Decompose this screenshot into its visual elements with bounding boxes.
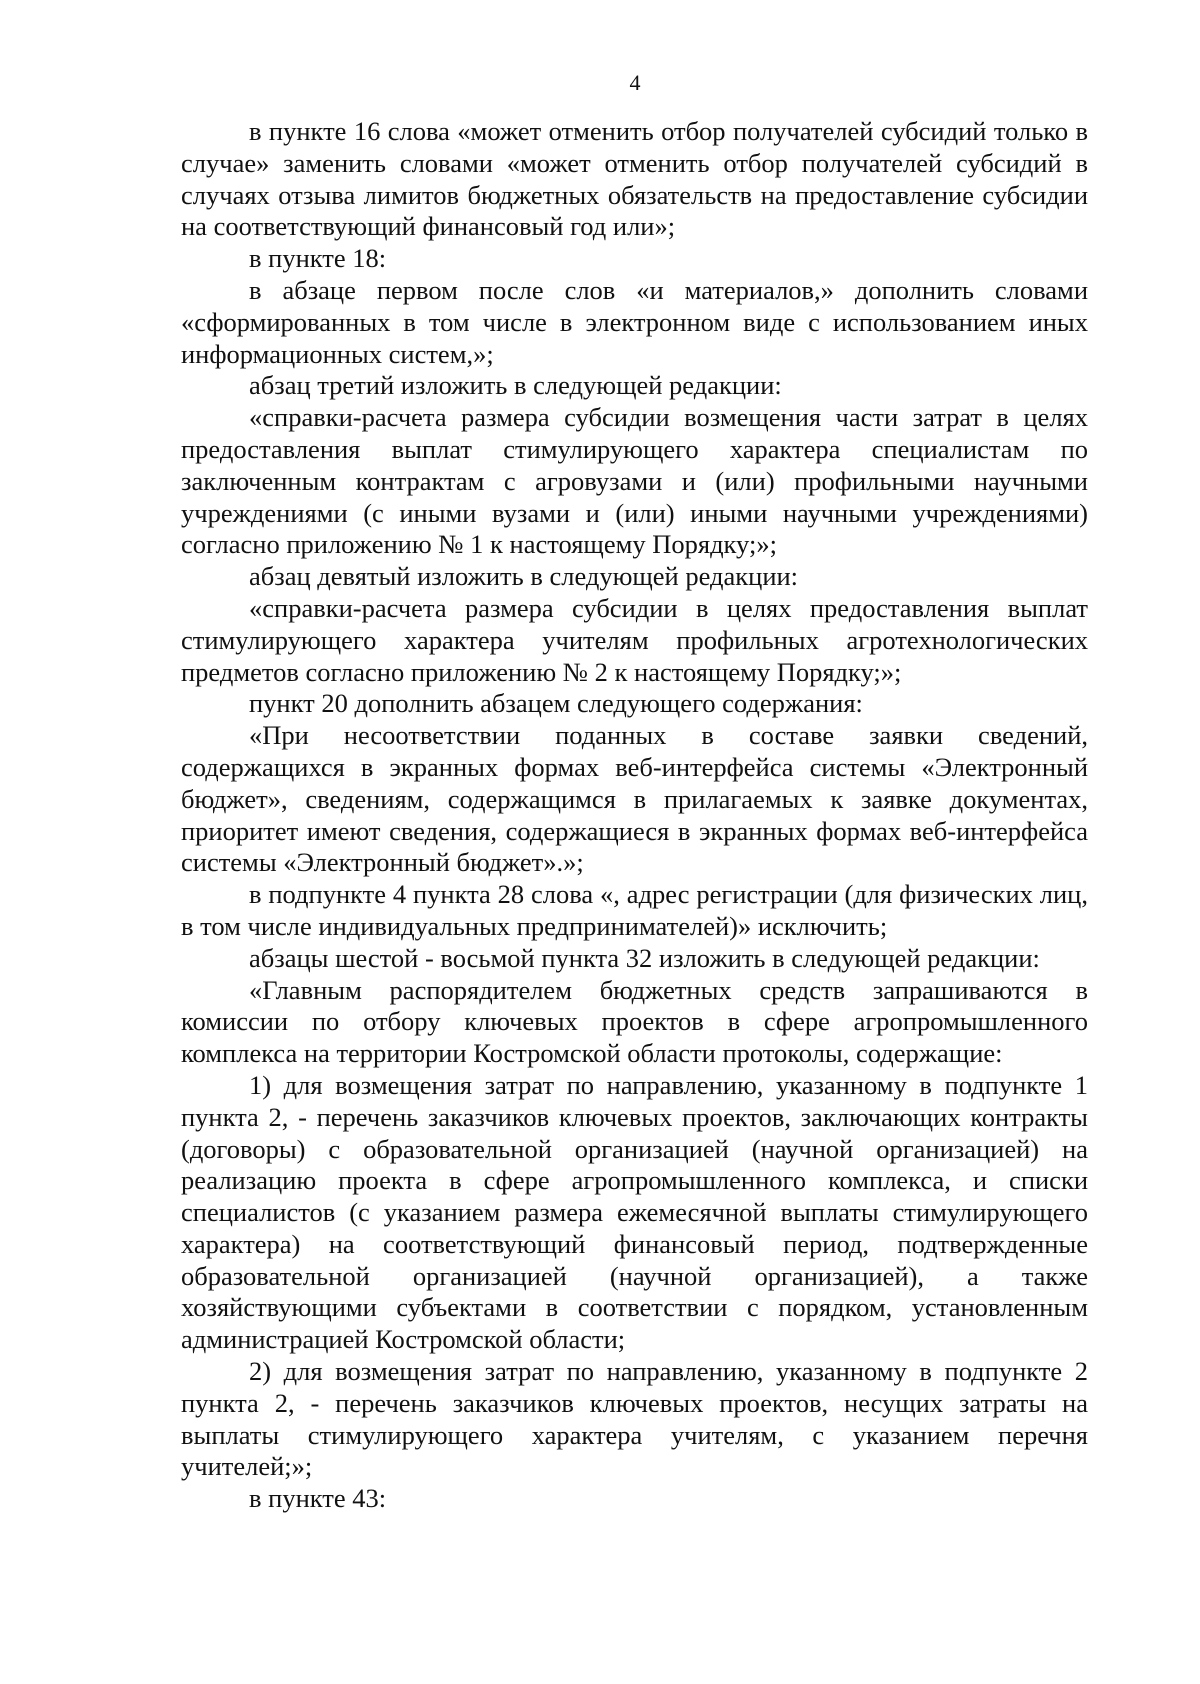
- paragraph: «При несоответствии поданных в составе заявки сведений, содержащихся в экранных формах веб-интерфейса системы «Электронный бюджет», сведениям, содержащимся в прилагаемых к заявке документах, приоритет имеют сведения, содержащиеся в экранных формах веб-интерфейса системы «Электронный бюджет».»;: [181, 720, 1088, 878]
- paragraph: в абзаце первом после слов «и материалов,» дополнить словами «сформированных в том числе в электронном виде с использованием иных информационных систем,»;: [181, 274, 1088, 369]
- paragraph: пункт 20 дополнить абзацем следующего содержания:: [249, 688, 863, 719]
- paragraph: «справки-расчета размера субсидии в целях предоставления выплат стимулирующего характера учителям профильных агротехнологических предметов согласно приложению № 2 к настоящему Порядку;»;: [181, 592, 1088, 687]
- paragraph: 1) для возмещения затрат по направлению, указанному в подпункте 1 пункта 2, - перечень заказчиков ключевых проектов, заключающих контракты (договоры) с образовательной организацией (научной организацией) на реализацию проекта в сфере агропромышленного комплекса, и списки специалистов (с указанием размера ежемесячной выплаты стимулирующего характера) на соответствующий финансовый период, подтвержденные образовательной организацией (научной организацией), а также хозяйствующими субъектами в соответствии с порядком, установленным администрацией Костромской области;: [181, 1069, 1088, 1355]
- paragraph: в подпункте 4 пункта 28 слова «, адрес регистрации (для физических лиц, в том числе индивидуальных предпринимателей)» исключить;: [181, 879, 1088, 941]
- paragraph: абзацы шестой - восьмой пункта 32 изложить в следующей редакции:: [249, 942, 1040, 973]
- paragraph: в пункте 43:: [249, 1483, 387, 1514]
- paragraph: «справки-расчета размера субсидии возмещения части затрат в целях предоставления выплат стимулирующего характера специалистам по заключенным контрактам с агровузами и (или) профильными научными учреждениями (с иными вузами и (или) иными научными учреждениями) согласно приложению № 1 к настоящему Порядку;»;: [181, 402, 1088, 560]
- paragraph: в пункте 16 слова «может отменить отбор получателей субсидий только в случае» заменить словами «может отменить отбор получателей субсидий в случаях отзыва лимитов бюджетных обязательств на предоставление субсидии на соответствующий финансовый год или»;: [181, 116, 1088, 242]
- document-body: [181, 116, 1088, 1515]
- paragraph: абзац девятый изложить в следующей редакции:: [249, 561, 799, 592]
- paragraph: в пункте 18:: [249, 243, 387, 274]
- page-number: 4: [629, 70, 641, 95]
- paragraph: 2) для возмещения затрат по направлению, указанному в подпункте 2 пункта 2, - перечень заказчиков ключевых проектов, несущих затраты на выплаты стимулирующего характера учителям, с указанием перечня учителей;»;: [181, 1356, 1088, 1482]
- paragraph: «Главным распорядителем бюджетных средств запрашиваются в комиссии по отбору ключевых проектов в сфере агропромышленного комплекса на территории Костромской области протоколы, содержащие:: [181, 974, 1088, 1069]
- paragraph: абзац третий изложить в следующей редакции:: [249, 370, 782, 401]
